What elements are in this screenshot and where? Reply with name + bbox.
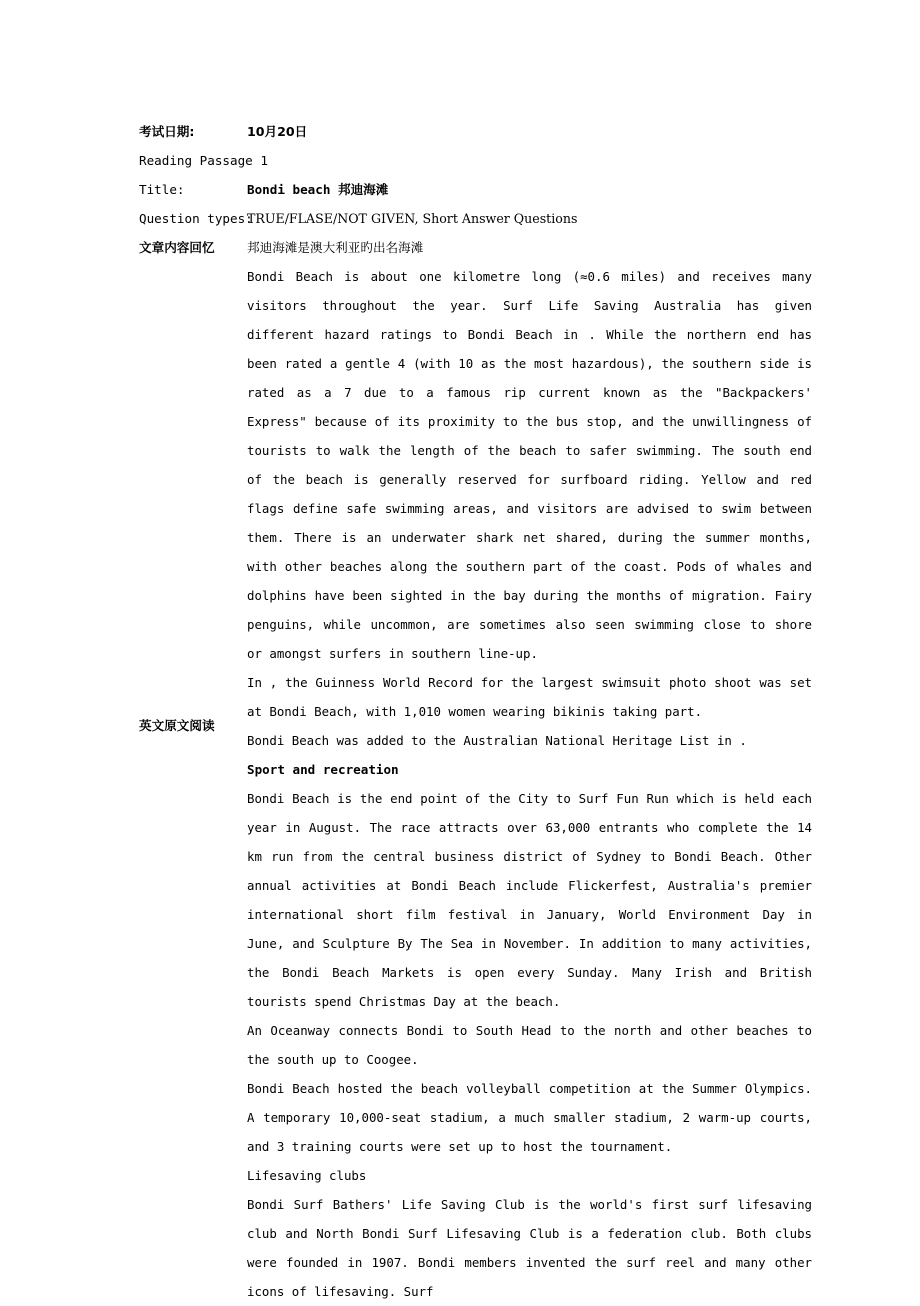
- paragraph: In , the Guinness World Record for the largest swimsuit photo shoot was set at Bondi Beach, with 1,010 women wearing bikinis taking part.: [247, 675, 812, 719]
- section-heading: Sport and recreation: [247, 762, 399, 777]
- paragraph: Bondi Beach was added to the Australian National Heritage List in .: [247, 733, 747, 748]
- section-heading: Lifesaving clubs: [247, 1168, 367, 1183]
- question-types-row: [139, 204, 829, 233]
- recall-value: 邦迪海滩是澳大利亚旳出名海滩: [247, 240, 424, 255]
- question-types-label: Question types:: [139, 211, 253, 226]
- paragraph: Bondi Beach hosted the beach volleyball competition at the Summer Olympics. A temporary 10,000-seat stadium, a much smaller stadium, 2 warm-up courts, and 3 training courts were set up to host the tournament.: [247, 1081, 812, 1154]
- paragraph: An Oceanway connects Bondi to South Head to the north and other beaches to the south up to Coogee.: [247, 1023, 812, 1067]
- passage-body: [247, 262, 812, 1306]
- title-row: [139, 175, 829, 204]
- original-text-label: 英文原文阅读: [139, 718, 215, 733]
- paragraph: Bondi Beach is the end point of the City to Surf Fun Run which is held each year in August. The race attracts over 63,000 entrants who complete the 14 km run from the central business district of Sydney to Bondi Beach. Other annual activities at Bondi Beach include Flickerfest, Australia's premier international short film festival in January, World Environment Day in June, and Sculpture By The Sea in November. In addition to many activities, the Bondi Beach Markets is open every Sunday. Many Irish and British tourists spend Christmas Day at the beach.: [247, 791, 812, 1009]
- exam-date-label: 考试日期:: [139, 124, 195, 139]
- question-types-value: TRUE/FLASE/NOT GIVEN, Short Answer Questions: [247, 211, 578, 226]
- passage-row: [139, 146, 829, 175]
- title-label: Title:: [139, 182, 185, 197]
- paragraph: Bondi Surf Bathers' Life Saving Club is the world's first surf lifesaving club and North Bondi Surf Lifesaving Club is a federation club. Both clubs were founded in 1907. Bondi members invented the surf reel and many other icons of lifesaving. Surf: [247, 1197, 812, 1299]
- exam-date-row: [139, 117, 829, 146]
- recall-row: [139, 233, 829, 262]
- exam-date-value: 10月20日: [247, 124, 308, 139]
- title-value: Bondi beach 邦迪海滩: [247, 182, 389, 197]
- paragraph: Bondi Beach is about one kilometre long (≈0.6 miles) and receives many visitors throughout the year. Surf Life Saving Australia has given different hazard ratings to Bondi Beach in . While the northern end has been rated a gentle 4 (with 10 as the most hazardous), the southern side is rated as a 7 due to a famous rip current known as the "Backpackers' Express" because of its proximity to the bus stop, and the unwillingness of tourists to walk the length of the beach to safer swimming. The south end of the beach is generally reserved for surfboard riding. Yellow and red flags define safe swimming areas, and visitors are advised to swim between them. There is an underwater shark net shared, during the summer months, with other beaches along the southern part of the coast. Pods of whales and dolphins have been sighted in the bay during the months of migration. Fairy penguins, while uncommon, are sometimes also seen swimming close to shore or amongst surfers in southern line-up.: [247, 269, 812, 661]
- passage-label: Reading Passage 1: [139, 153, 268, 168]
- recall-label: 文章内容回忆: [139, 240, 215, 255]
